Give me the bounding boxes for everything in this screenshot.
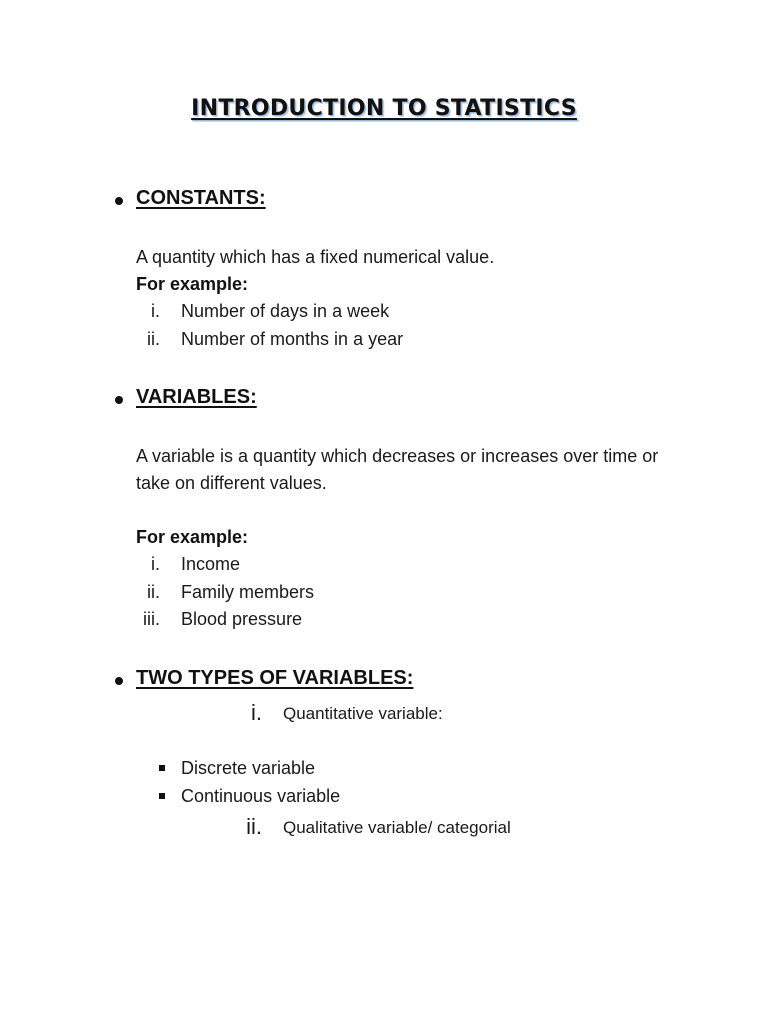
page-title: INTRODUCTION TO STATISTICS bbox=[191, 96, 577, 121]
constants-definition: A quantity which has a fixed numerical value. bbox=[136, 247, 495, 267]
list-item: Continuous variable bbox=[181, 786, 341, 806]
section-heading-constants: CONSTANTS: bbox=[136, 187, 266, 209]
list-numeral: ii. bbox=[147, 329, 160, 349]
variables-example-label: For example: bbox=[136, 527, 249, 547]
list-item: Blood pressure bbox=[181, 609, 303, 629]
square-bullet bbox=[159, 793, 165, 799]
variables-definition-line2: take on different values. bbox=[136, 473, 327, 493]
qualitative-variable-label: Qualitative variable/ categorial bbox=[283, 818, 511, 837]
bullet-dot bbox=[115, 396, 123, 404]
section-heading-variables: VARIABLES: bbox=[136, 386, 257, 408]
quantitative-variable-label: Quantitative variable: bbox=[283, 704, 443, 723]
list-numeral: iii. bbox=[143, 609, 160, 629]
list-item: Number of months in a year bbox=[181, 329, 404, 349]
variables-definition-line1: A variable is a quantity which decreases or increases over time or bbox=[136, 446, 659, 466]
square-bullet bbox=[159, 765, 165, 771]
list-numeral: ii. bbox=[147, 582, 160, 602]
list-item: Discrete variable bbox=[181, 758, 316, 778]
constants-example-label: For example: bbox=[136, 274, 249, 294]
list-item: Income bbox=[181, 554, 241, 574]
list-numeral: i. bbox=[251, 700, 262, 725]
list-item: Family members bbox=[181, 582, 315, 602]
section-heading-types: TWO TYPES OF VARIABLES: bbox=[136, 667, 414, 689]
list-numeral: i. bbox=[151, 554, 160, 574]
bullet-dot bbox=[115, 677, 123, 685]
list-numeral: i. bbox=[151, 301, 160, 321]
bullet-dot bbox=[115, 197, 123, 205]
list-item: Number of days in a week bbox=[181, 301, 390, 321]
list-numeral: ii. bbox=[246, 814, 262, 839]
